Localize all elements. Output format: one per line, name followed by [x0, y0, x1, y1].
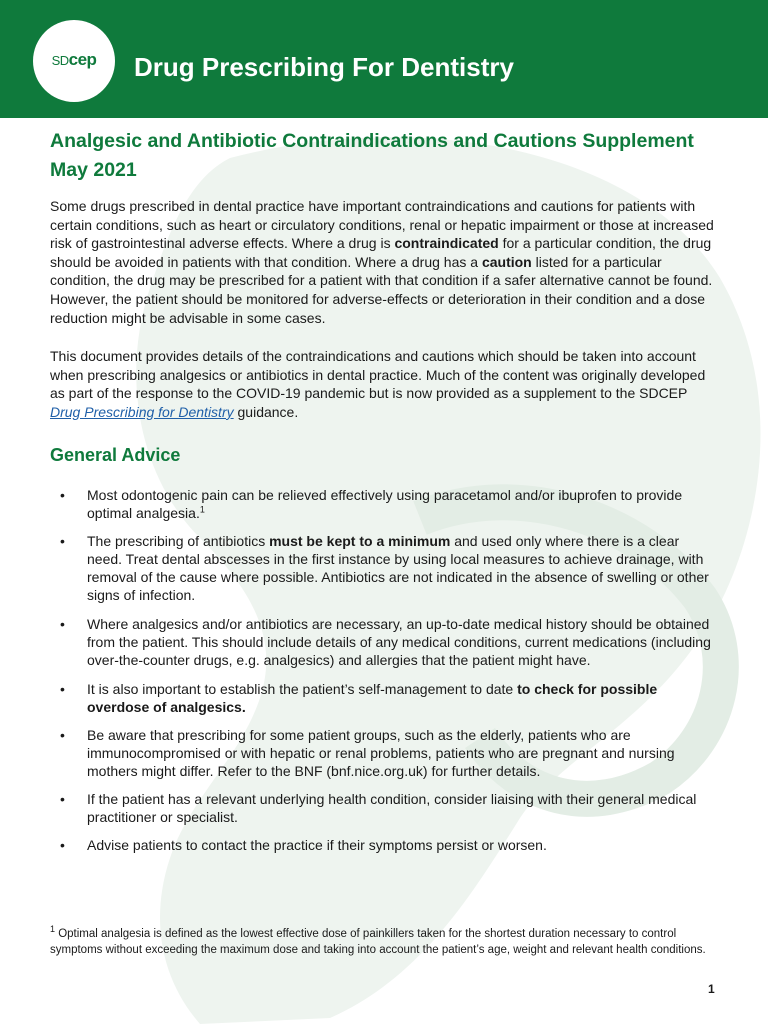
footnote: $^1$ Optimal analgesia is defined as the lowest effective dose of painkillers taken for the shortest duration necessary to control symptoms without exceeding the maximum dose and taking into account the patient’s age, weight and relevant health conditions.: [50, 924, 706, 956]
contraindicated-term: contraindicated: [394, 235, 499, 252]
logo-suffix: cep: [68, 50, 97, 69]
general-advice-list: [55, 486, 715, 854]
page-number: 1: [708, 982, 715, 996]
footnote-ref: 1: [199, 504, 205, 515]
guidance-link[interactable]: Drug Prescribing for Dentistry: [50, 403, 234, 420]
caution-term: caution: [481, 253, 532, 270]
document-title: Analgesic and Antibiotic Contraindications and Cautions Supplement May 2021: [50, 130, 694, 181]
advice-item: • Be aware that prescribing for some patient groups, such as the elderly, patients who are immunocompromised or with hepatic or renal problems, patients who are pregnant and nursing mothers might differ. Refer to the BNF (bnf.nice.org.uk) for further details.: [60, 727, 675, 779]
intro-paragraph-1: Some drugs prescribed in dental practice have important contraindications and cautions for patients with certain conditions, such as heart or circulatory conditions, renal or hepatic impairment or those at increased risk of gastrointestinal adverse effects. Where a drug is contraindicated for a particular condition, the drug should be avoided in patients with that condition. Where a drug has a caution listed for a particular condition, the drug may be prescribed for a patient with that condition if a safer alternative cannot be found. However, the patient should be monitored for adverse-effects or deterioration in their condition and a dose reduction might be advisable in some cases.: [50, 198, 714, 326]
advice-item: • It is also important to establish the patient’s self-management to date to check for possible overdose of analgesics.: [60, 681, 658, 715]
general-advice-heading: General Advice: [50, 445, 181, 465]
advice-item: • Advise patients to contact the practice if their symptoms persist or worsen.: [60, 837, 547, 853]
intro-paragraph-2: This document provides details of the contraindications and cautions which should be taken into account when prescribing analgesics or antibiotics in dental practice. Much of the content was originally developed as part of the response to the COVID-19 pandemic but is now provided as a supplement to the SDCEP Drug Prescribing for Dentistry guidance.: [50, 348, 706, 420]
advice-item: • Where analgesics and/or antibiotics are necessary, an up-to-date medical history should be obtained from the patient. This should include details of any medical conditions, current medications (including over-the-counter drugs, e.g. analgesics) and allergies that the patient might have.: [60, 616, 711, 668]
advice-item: • If the patient has a relevant underlying health condition, consider liaising with their general medical practitioner or specialist.: [60, 791, 697, 825]
footnote-number: 1: [50, 924, 56, 935]
logo-prefix: SD: [51, 53, 69, 68]
advice-item: • The prescribing of antibiotics must be kept to a minimum and used only where there is a clear need. Treat dental abscesses in the first instance by using local measures to achieve drainage, with removal of the cause where possible. Antibiotics are not indicated in the absence of swelling or other signs of infection.: [60, 533, 709, 603]
header-title: Drug Prescribing For Dentistry: [134, 52, 514, 82]
advice-item: • Most odontogenic pain can be relieved effectively using paracetamol and/or ibuprofen to provide optimal analgesia.$^1$: [60, 487, 683, 521]
